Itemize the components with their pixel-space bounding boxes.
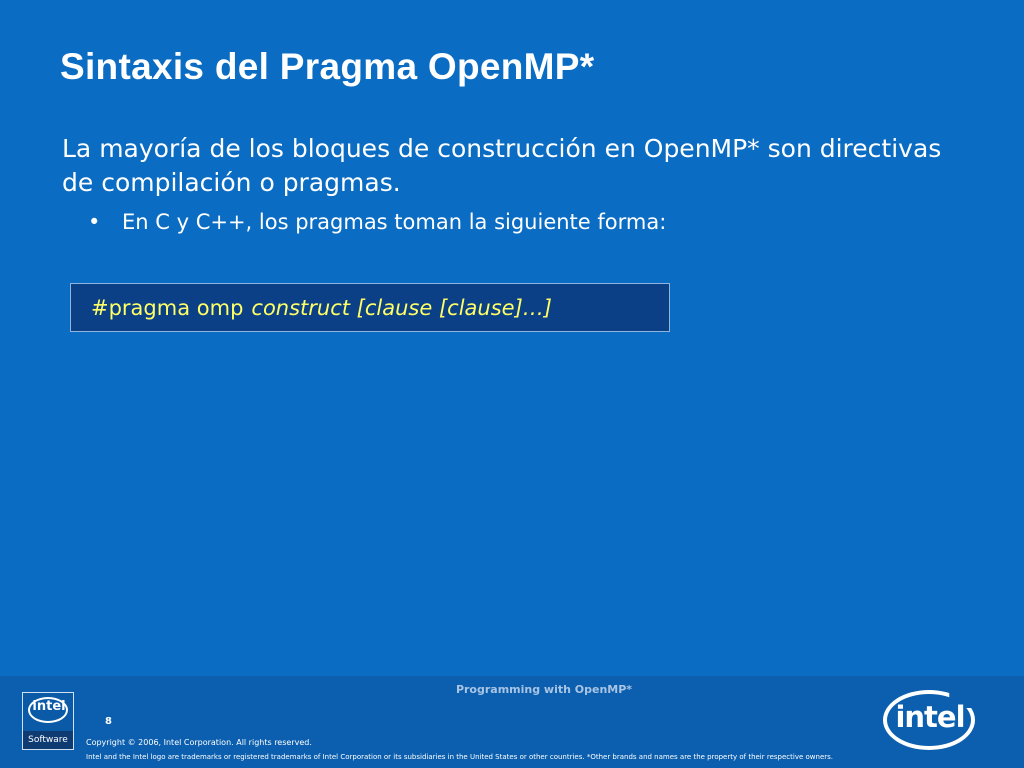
trademark-text: Intel and the Intel logo are trademarks or registered trademarks of Intel Corporation or its subsidiaries in the United States or other countries. *Other brands and names are the property of their respective owners.: [86, 753, 834, 761]
page-number: 8: [105, 716, 112, 727]
code-keyword: #pragma omp: [91, 295, 244, 320]
code-placeholder: construct [clause [clause]…]: [251, 295, 552, 320]
intel-software-logo: [22, 692, 74, 750]
copyright-text: Copyright © 2006, Intel Corporation. All rights reserved.: [86, 738, 312, 747]
code-box: [70, 283, 670, 332]
intel-logo: [883, 690, 977, 752]
bullet-item: [88, 207, 666, 237]
logo-software-label: Software: [23, 731, 73, 749]
body-paragraph: La mayoría de los bloques de construcción en OpenMP* son directivas de compilación o pragmas.: [62, 134, 942, 197]
logo-word: intel: [32, 699, 66, 714]
course-title: Programming with OpenMP*: [455, 683, 633, 696]
bullet-text: En C y C++, los pragmas toman la siguiente forma:: [122, 210, 667, 234]
slide-title: Sintaxis del Pragma OpenMP*: [60, 46, 595, 87]
bullet-marker: •: [88, 210, 101, 234]
intel-logo-word: intel: [895, 700, 965, 734]
